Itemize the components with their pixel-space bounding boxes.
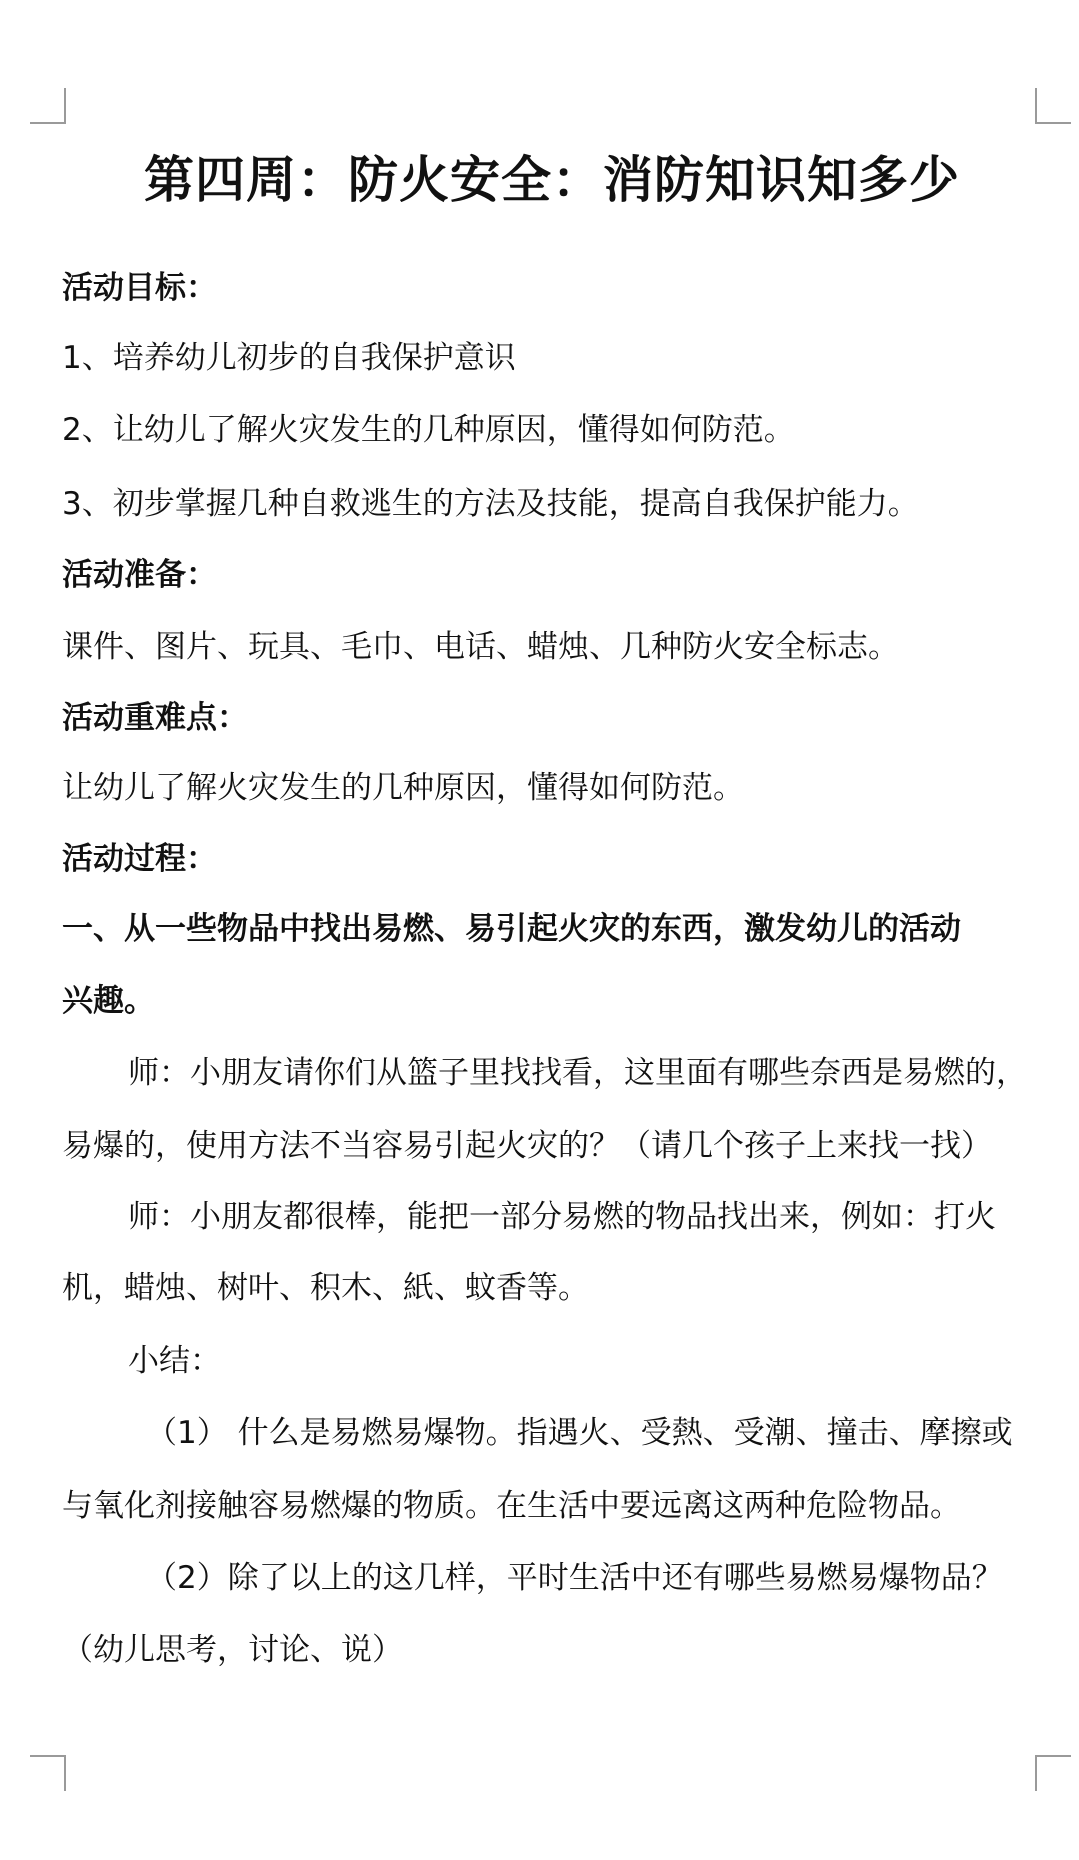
summary-point-1a: （1） 什么是易燃易爆物。指遇火、受熱、受潮、撞击、摩擦或: [146, 1415, 1013, 1451]
summary-point-1b: 与氧化剂接触容易燃爆的物质。在生活中要远离这两种危险物品。: [62, 1488, 961, 1524]
process-heading: 活动过程：: [62, 841, 217, 877]
summary-point-2b: （幼儿思考，讨论、说）: [62, 1632, 403, 1668]
summary-label: 小结：: [128, 1343, 221, 1379]
goal-item-3: 3、初步掌握几种自救逃生的方法及技能，提高自我保护能力。: [62, 486, 919, 522]
goals-heading: 活动目标：: [62, 270, 217, 306]
teacher-line-2a: 师：小朋友都很棒，能把一部分易燃的物品找出来，例如：打火: [128, 1199, 996, 1235]
goal-item-2: 2、让幼儿了解火灾发生的几种原因，懂得如何防范。: [62, 412, 795, 448]
key-points-heading: 活动重难点：: [62, 700, 248, 736]
teacher-line-1a: 师：小朋友请你们从篮子里找找看，这里面有哪些奈西是易燃的，: [128, 1055, 1027, 1091]
process-section1-line2: 兴趣。: [62, 983, 155, 1019]
corner-mark-top-right: [1035, 88, 1071, 124]
preparation-heading: 活动准备：: [62, 557, 217, 593]
teacher-line-1b: 易爆的，使用方法不当容易引起火灾的？（请几个孩子上来找一找）: [62, 1128, 992, 1164]
summary-point-2a: （2）除了以上的这几样，平时生活中还有哪些易燃易爆物品？: [146, 1560, 1003, 1596]
teacher-line-2b: 机，蜡烛、树叶、积木、紙、蚊香等。: [62, 1270, 589, 1306]
document-title: 第四周：防火安全：消防知识知多少: [144, 151, 960, 209]
key-points-text: 让幼儿了解火灾发生的几种原因，懂得如何防范。: [62, 770, 744, 806]
goal-item-1: 1、培养幼儿初步的自我保护意识: [62, 340, 516, 376]
corner-mark-top-left: [30, 88, 66, 124]
corner-mark-bottom-right: [1035, 1755, 1071, 1791]
process-section1-line1: 一、从一些物品中找出易燃、易引起火灾的东西，激发幼儿的活动: [62, 911, 961, 947]
corner-mark-bottom-left: [30, 1755, 66, 1791]
preparation-text: 课件、图片、玩具、毛巾、电话、蜡烛、几种防火安全标志。: [62, 629, 899, 665]
